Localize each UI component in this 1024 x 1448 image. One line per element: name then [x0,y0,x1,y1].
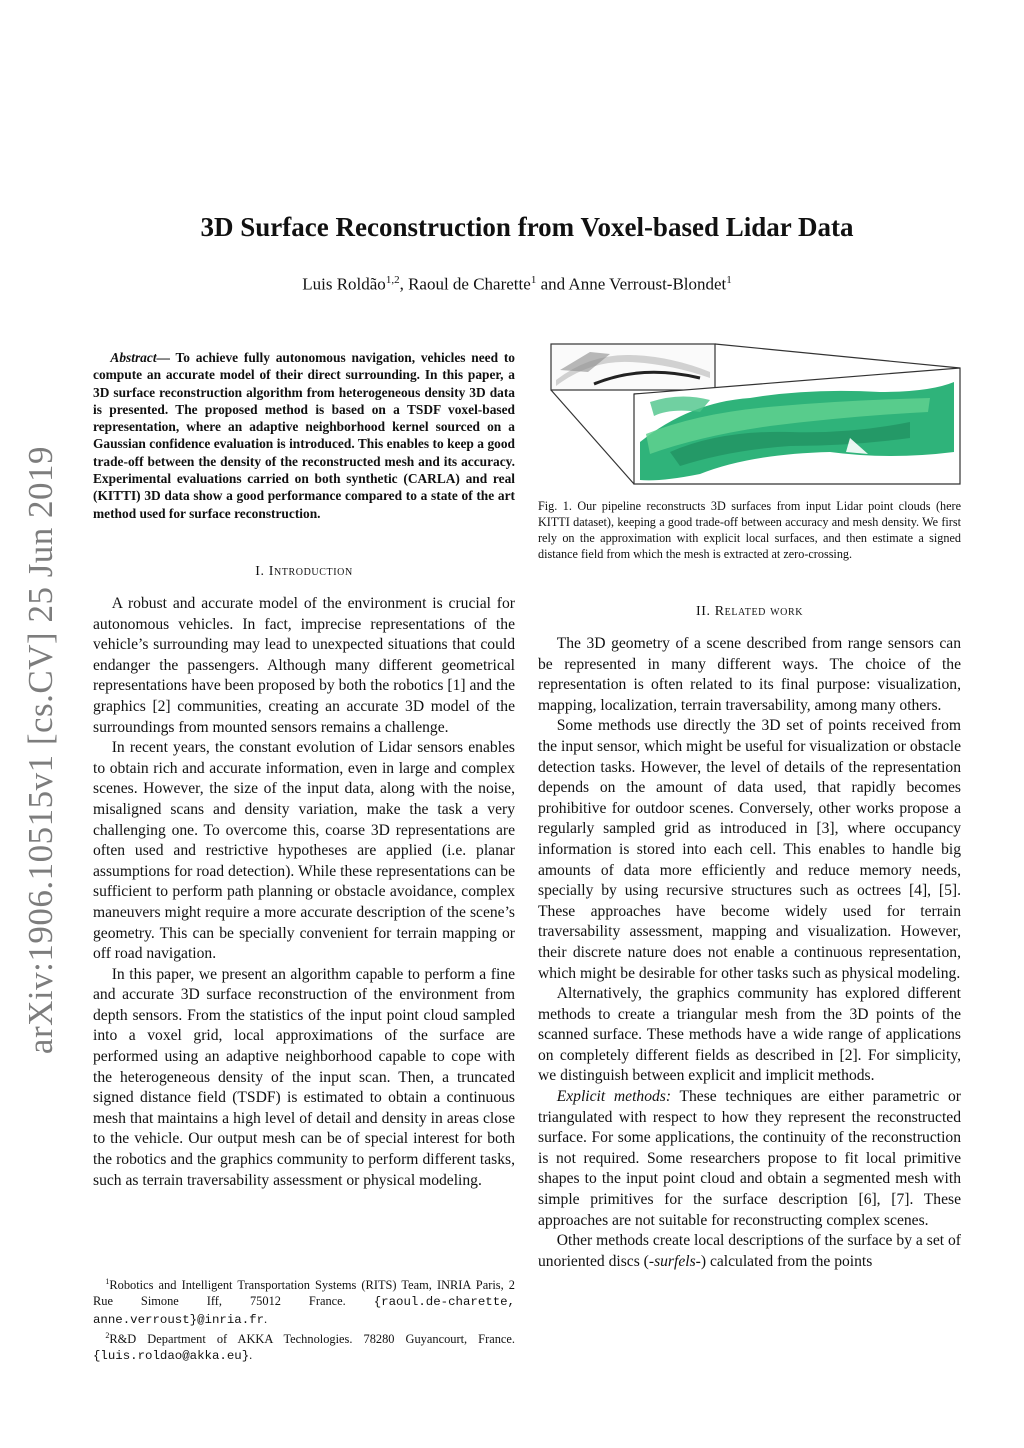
section-number: II. [695,604,715,619]
footnote-text: R&D Department of AKKA Technologies. 78280 Guyancourt, France. [109,1331,515,1346]
author-list [0,274,1024,295]
abstract-text: To achieve fully autonomous navigation, vehicles need to compute an accurate model of their direct surrounding. In this paper, a 3D surface reconstruction algorithm from heterogeneous density 3D data is presented. The proposed method is based on a TSDF voxel-based representation, where an adaptive neighborhood kernel sourced on a Gaussian confidence evaluation is introduced. This enables to keep a good trade-off between the density of the reconstructed mesh and its accuracy. Experimental evaluations carried on both synthetic (CARLA) and real (KITTI) 3D data show a good performance compared to a state of the art method used for surface reconstruction. [93,350,516,521]
intro-paragraph: A robust and accurate model of the environment is crucial for autonomous vehicles. In fact, imprecise representations of the vehicle’s surrounding may lead to unexpected situations that could endanger the passengers. Although many different geometrical representations have been proposed by both the robotics [1] and the graphics [2] communities, creating an accurate 3D model of the surroundings from mounted sensors remains a challenge. [93,595,515,736]
section-title: Related work [714,604,804,619]
related-paragraph [538,1087,961,1231]
author-separator: and [536,274,569,294]
projection-line [715,344,960,368]
author-3-affiliation: 1 [726,274,732,286]
author-2: Raoul de Charette [408,274,531,294]
author-1-affiliation: 1,2 [385,274,400,286]
footnote-2 [93,1328,515,1365]
section-number: I. [255,564,269,579]
paragraph-label: Explicit methods: [556,1088,672,1106]
author-2-affiliation: 1 [530,274,537,286]
paragraph-text: Other methods create local descriptions of the surface by a set of unoriented discs (- [538,1232,961,1270]
abstract-dash: — [156,350,176,365]
related-paragraph: Alternatively, the graphics community has explored different methods to create a triangular mesh from the 3D points of the scanned surface. These methods have a wide range of applications on completely different fields as described in [2]. For simplicity, we distinguish between explicit and implicit methods. [538,985,961,1085]
section-title: Introduction [268,564,353,579]
arxiv-identifier [8,440,74,1060]
paragraph-text: -) calculated from the points [695,1252,873,1270]
figure-1-image [550,342,962,490]
abstract [93,349,515,522]
footnote-end: . [264,1311,268,1326]
projection-line [551,390,634,484]
paper-title: 3D Surface Reconstruction from Voxel-based Lidar Data [200,212,854,242]
author-separator: , [399,274,409,294]
paragraph-text: These techniques are either parametric or triangulated with respect to how they represent the reconstructed surface. For some applications, the continuity of the reconstruction is not required. Some researchers propose to fit local primitive shapes to the input point cloud and obtain a segmented mesh with simple primitives for the surface description [6], [7]. These approaches are not suitable for reconstructing complex scenes. [538,1088,962,1229]
footnote-marker: 1 [105,1277,110,1286]
related-paragraph: The 3D geometry of a scene described from range sensors can be represented in many different ways. The choice of the representation is often related to its final purpose: visualization, mapping, localization, terrain traversability, among many others. [538,635,961,714]
related-paragraph [538,1231,961,1272]
intro-paragraph: In recent years, the constant evolution of Lidar sensors enables to obtain rich and accurate information, even in large and complex scenes. However, the size of the input data, along with the noise, misaligned scans and density variation, make the task a very challenging one. To overcome this, coarse 3D representations are often used and restrictive hypotheses are applied (i.e. planar assumptions for road detection). While these representations can be sufficient to perform path planning or obstacle avoidance, complex maneuvers might require a more accurate description of the scene’s geometry. This can be specially convenient for terrain mapping or off road navigation. [93,739,515,963]
footnote-email: {luis.roldao@akka.eu} [93,1349,250,1364]
footnotes [93,1274,515,1364]
footnote-marker: 2 [105,1330,110,1340]
section-heading-related-work [538,604,961,620]
arxiv-id-text: arXiv:1906.10515v1 [cs.CV] 25 Jun 2019 [21,445,60,1055]
abstract-label: Abstract [110,350,157,365]
paragraph-italic: surfels [654,1252,696,1270]
intro-paragraph: In this paper, we present an algorithm capable to perform a fine and accurate 3D surface reconstruction of the environment from depth sensors. From the statistics of the input point cloud sampled into a voxel grid, local approximations of the surface are performed using an adaptive neighborhood capable to cope with the heterogeneous density of the input scan. Then, a truncated signed distance field (TSDF) is estimated to obtain a continuous mesh that maintains a high level of detail and density in areas close to the vehicle. Our output mesh can be of special interest for both the robotics and the graphics community to perform different tasks, such as terrain traversability assessment or physical modeling. [93,965,515,1189]
related-work-body [538,634,961,1272]
footnote-1 [93,1274,515,1328]
author-1: Luis Roldão [302,274,386,294]
introduction-body [93,594,515,1191]
footnote-email: {raoul.de-charette, anne.verroust}@inria.fr [93,1295,515,1327]
author-3: Anne Verroust-Blondet [568,274,727,294]
section-heading-introduction [93,564,515,580]
figure-1-caption: Fig. 1. Our pipeline reconstructs 3D surfaces from input Lidar point clouds (here KITTI dataset), keeping a good trade-off between accuracy and mesh density. We first rely on the approximation with explicit local surfaces, and then estimate a signed distance field from which the mesh is extracted at zero-crossing. [538,499,961,561]
footnote-text: Robotics and Intelligent Transportation Systems (RITS) Team, INRIA Paris, 2 Rue Simone Iff, 75012 France. [93,1278,515,1309]
reconstruction-figure-graphic [550,342,962,490]
related-paragraph: Some methods use directly the 3D set of points received from the input sensor, which might be useful for visualization or obstacle detection tasks. However, the level of details of the representation depends on the amount of data used, that rapidly becomes prohibitive for outdoor scenes. Conversely, other works propose a regularly sampled grid as introduced in [3], where occupancy information is stored into each cell. This enables to handle big amounts of data more efficiently and reduce memory needs, specially by using recursive structures such as octrees [4], [5]. These approaches have become widely used for terrain traversability assessment, mapping and visualization. However, their discrete nature does not enable a continuous representation, which might be desirable for other tasks such as physical modeling. [538,717,961,982]
footnote-end: . [249,1348,253,1363]
